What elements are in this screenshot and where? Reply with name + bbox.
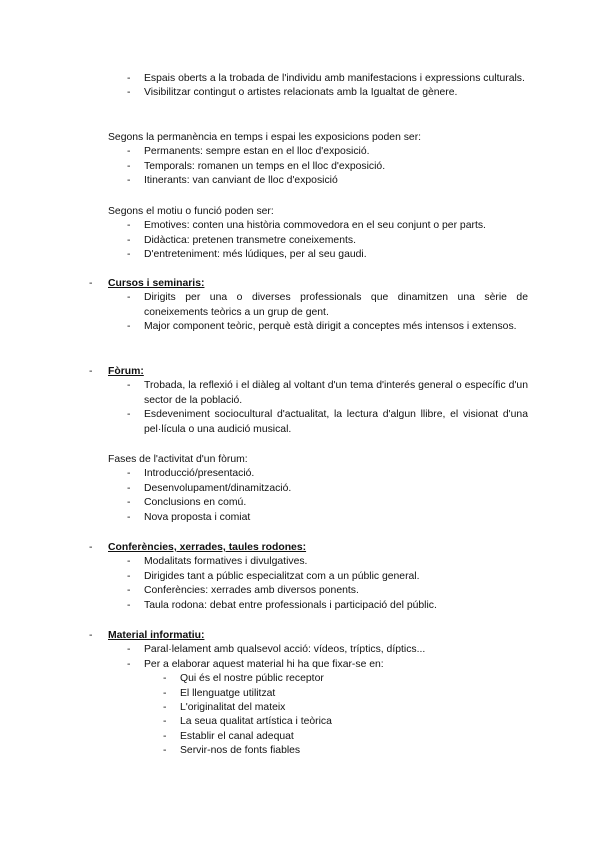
bullet-dash: -: [163, 702, 167, 714]
bullet-dash: -: [127, 234, 131, 246]
sub-list-item: - Qui és el nostre públic receptor: [0, 672, 528, 686]
motive-intro: Segons el motiu o funció poden ser:: [108, 206, 274, 217]
forum-phases-section: [0, 453, 600, 525]
bullet-dash: -: [127, 658, 131, 670]
material-heading: Material informatiu:: [108, 630, 205, 641]
bullet-dash: -: [127, 249, 131, 261]
forum-heading: Fòrum:: [108, 366, 144, 377]
bullet-dash: -: [127, 175, 131, 187]
bullet-dash: -: [127, 644, 131, 656]
list-item: - Per a elaborar aquest material hi ha que fixar-se en:: [0, 658, 528, 672]
section-heading: [0, 277, 528, 291]
list-item: - Espais oberts a la trobada de l'individu amb manifestacions i expressions culturals.: [0, 72, 528, 86]
courses-heading: Cursos i seminaris:: [108, 278, 205, 289]
bullet-dash: -: [163, 730, 167, 742]
bullet-dash: -: [163, 687, 167, 699]
top-list: [0, 72, 600, 101]
list-item: - Dirigits per una o diverses professionals que dinamitzen una sèrie de coneixements teòrics a un grup de gent.: [127, 292, 528, 318]
section-heading: [0, 365, 528, 379]
sub-list-item: - L'originalitat del mateix: [0, 701, 528, 715]
bullet-dash: -: [89, 278, 93, 289]
list-item: - Paral·lelament amb qualsevol acció: vídeos, tríptics, díptics...: [0, 643, 528, 657]
conferences-heading: Conferències, xerrades, taules rodones:: [108, 542, 307, 553]
sub-list-item: - El llenguatge utilitzat: [0, 687, 528, 701]
section-heading: [0, 541, 528, 555]
bullet-dash: -: [127, 380, 131, 392]
bullet-dash: -: [127, 511, 131, 523]
bullet-dash: -: [163, 716, 167, 728]
material-section: [0, 629, 600, 759]
forum-section: [0, 365, 600, 437]
motive-section: [0, 205, 600, 263]
list-item: - Taula rodona: debat entre professionals i participació del públic.: [0, 599, 528, 613]
list-item: - Permanents: sempre estan en el lloc d'exposició.: [0, 145, 528, 159]
bullet-dash: -: [127, 497, 131, 509]
bullet-dash: -: [127, 87, 131, 99]
bullet-dash: -: [127, 409, 131, 421]
bullet-dash: -: [89, 630, 93, 641]
bullet-dash: -: [163, 745, 167, 757]
bullet-dash: -: [163, 673, 167, 685]
bullet-dash: -: [127, 468, 131, 480]
forum-phases-intro: Fases de l'activitat d'un fòrum:: [108, 454, 248, 465]
list-item: - Emotives: conten una història commovedora en el seu conjunt o per parts.: [0, 219, 528, 233]
conferences-section: [0, 541, 600, 613]
bullet-dash: -: [127, 220, 131, 232]
sub-list-item: - Establir el canal adequat: [0, 730, 528, 744]
list-item: - Esdeveniment sociocultural d'actualitat, la lectura d'algun llibre, el visionat d'una pel·lícula o una audició musical.: [127, 409, 528, 435]
bullet-dash: -: [127, 585, 131, 597]
list-item: - Nova proposta i comiat: [0, 511, 528, 525]
list-item: - Visibilitzar contingut o artistes relacionats amb la Igualtat de gènere.: [0, 86, 528, 100]
list-item: - Temporals: romanen un temps en el lloc d'exposició.: [0, 160, 528, 174]
bullet-dash: -: [127, 73, 131, 84]
list-item: - Itinerants: van canviant de lloc d'exposició: [0, 174, 528, 188]
list-item: - Desenvolupament/dinamització.: [0, 482, 528, 496]
list-item: - Didàctica: pretenen transmetre coneixements.: [0, 234, 528, 248]
list-item: - Introducció/presentació.: [0, 467, 528, 481]
sub-list-item: - Servir-nos de fonts fiables: [0, 744, 528, 758]
list-item: - Modalitats formatives i divulgatives.: [0, 555, 528, 569]
list-item: - Trobada, la reflexió i el diàleg al voltant d'un tema d'interés general o específic d'un sector de la població.: [127, 380, 528, 406]
bullet-dash: -: [127, 599, 131, 611]
bullet-dash: -: [127, 556, 131, 568]
bullet-dash: -: [89, 542, 93, 553]
list-item: - Major component teòric, perquè està dirigit a conceptes més intensos i extensos.: [0, 320, 528, 334]
courses-section: [0, 277, 600, 335]
bullet-dash: -: [89, 366, 93, 377]
sub-list-item: - La seua qualitat artística i teòrica: [0, 715, 528, 729]
bullet-dash: -: [127, 482, 131, 494]
list-item: - D'entreteniment: més lúdiques, per al seu gaudi.: [0, 248, 528, 262]
list-item: - Dirigides tant a públic especialitzat com a un públic general.: [0, 570, 528, 584]
list-item: - Conferències: xerrades amb diversos ponents.: [0, 584, 528, 598]
bullet-dash: -: [127, 160, 131, 172]
bullet-dash: -: [127, 292, 131, 304]
section-heading: [0, 629, 528, 643]
bullet-dash: -: [127, 146, 131, 158]
permanence-section: [0, 131, 600, 189]
bullet-dash: -: [127, 321, 131, 333]
list-item: - Conclusions en comú.: [0, 496, 528, 510]
permanence-intro: Segons la permanència en temps i espai les exposicions poden ser:: [108, 132, 422, 143]
bullet-dash: -: [127, 570, 131, 582]
